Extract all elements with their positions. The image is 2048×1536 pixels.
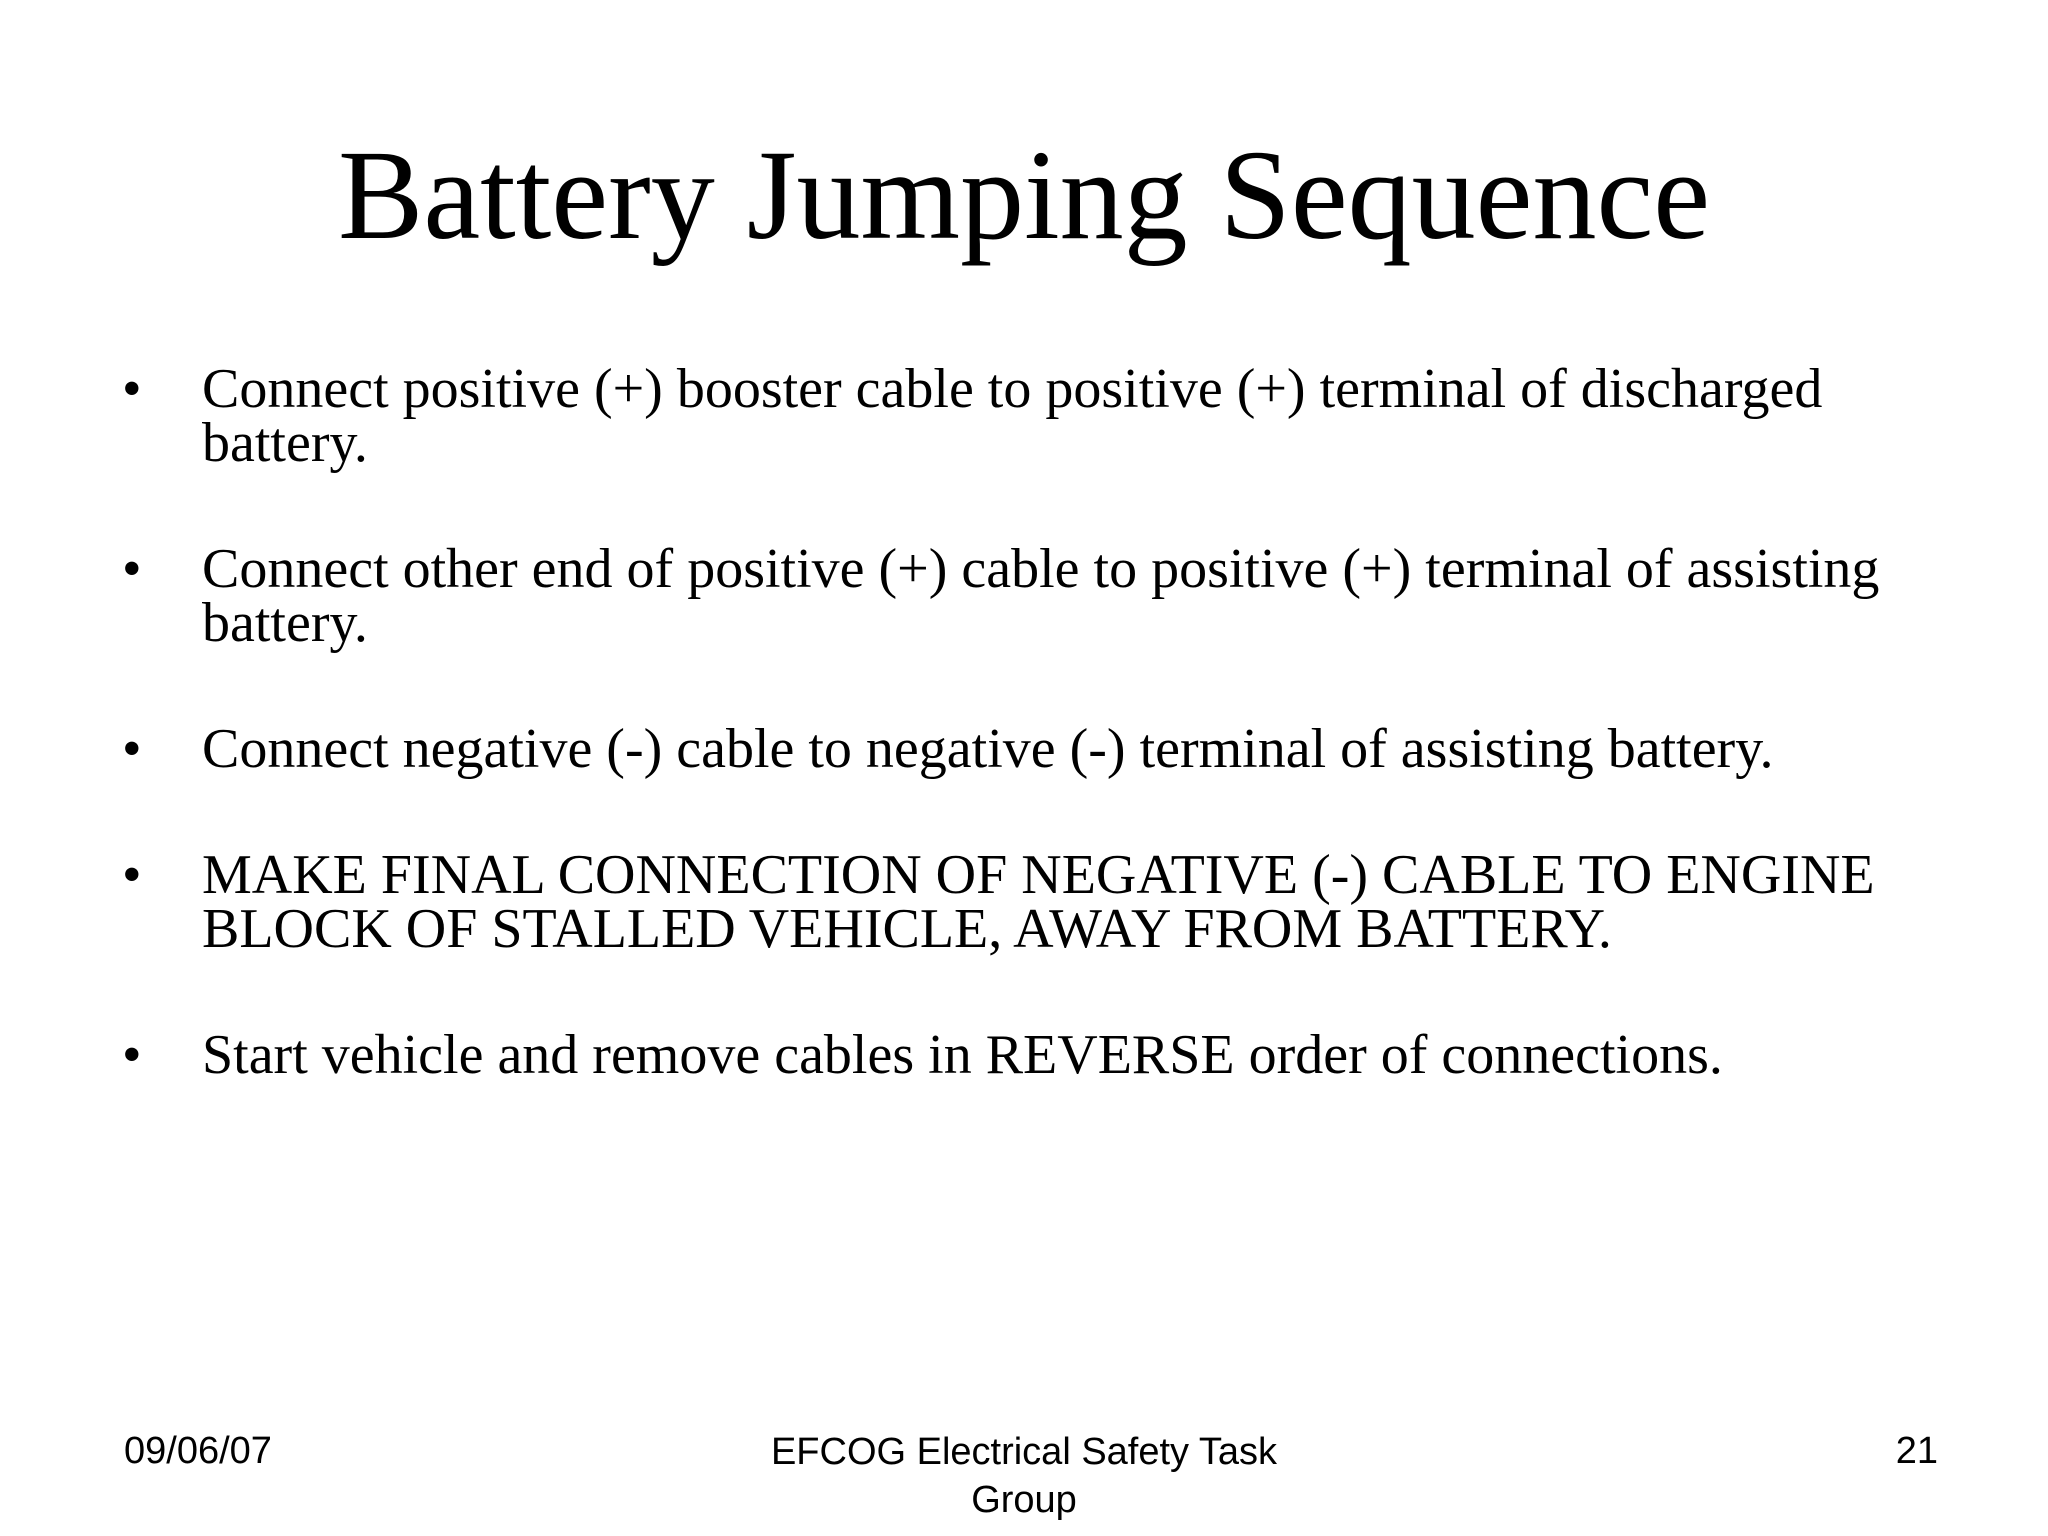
- list-item: [120, 718, 1950, 780]
- footer-date: 09/06/07: [124, 1430, 272, 1472]
- bullet-icon: •: [122, 358, 142, 420]
- bullet-text: Start vehicle and remove cables in REVERSE order of connections.: [202, 1024, 1723, 1086]
- bullet-icon: •: [122, 1024, 142, 1086]
- slide-title: Battery Jumping Sequence: [337, 124, 1711, 266]
- list-item: [120, 844, 1950, 960]
- list-item: [120, 358, 1950, 474]
- bullet-text: Connect other end of positive (+) cable to positive (+) terminal of assisting battery.: [202, 538, 1880, 654]
- bullet-text: Connect positive (+) booster cable to positive (+) terminal of discharged battery.: [202, 358, 1823, 474]
- list-item: [120, 538, 1950, 654]
- list-item: [120, 1024, 1950, 1086]
- footer-center-text: EFCOG Electrical Safety Task Group: [770, 1431, 1278, 1521]
- bullet-text: MAKE FINAL CONNECTION OF NEGATIVE (-) CABLE TO ENGINE BLOCK OF STALLED VEHICLE, AWAY FROM BATTERY.: [202, 844, 1875, 960]
- bullet-icon: •: [122, 538, 142, 600]
- bullet-text: Connect negative (-) cable to negative (-) terminal of assisting battery.: [202, 718, 1774, 780]
- bullet-list: [120, 358, 1950, 1154]
- page-number: 21: [1895, 1430, 1938, 1472]
- bullet-icon: •: [122, 844, 142, 906]
- bullet-icon: •: [122, 718, 142, 780]
